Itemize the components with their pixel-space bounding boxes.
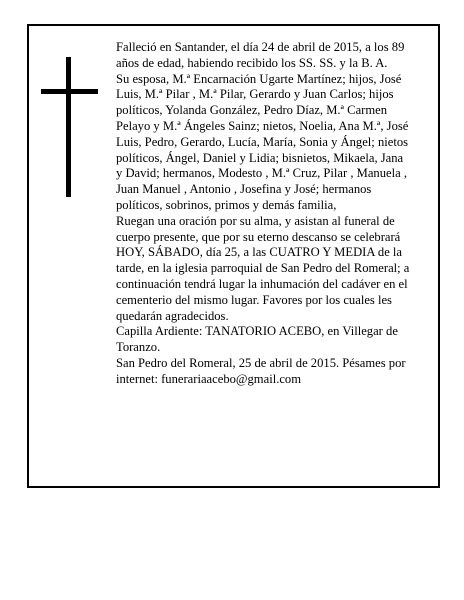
family-list: Su esposa, M.ª Encarnación Ugarte Martínez; hijos, José Luis, M.ª Pilar , M.ª Pilar, Gerardo y Juan Carlos; hijos políticos, Yolanda González, Pedro Díaz, M.ª Carmen Pelayo y M.ª Ángeles Sainz; nietos, Noelia, Ana M.ª, José Luis, Pedro, Gerardo, Lucía, María, Sonia y Ángel; nietos políticos, Ángel, Daniel y Lidia; bisnietos, Mikaela, Jana y David; hermanos, Modesto , M.ª Cruz, Pilar , Manuela , Juan Manuel , Antonio , Josefina y José; hermanos políticos, sobrinos, primos y demás familia,	[116, 71, 409, 212]
obituary-text	[116, 40, 412, 388]
place-date-contact: San Pedro del Romeral, 25 de abril de 2015. Pésames por internet: funerariaacebo@gmail.com	[116, 355, 406, 386]
cross-horizontal-bar	[41, 89, 98, 94]
death-announcement: Falleció en Santander, el día 24 de abril de 2015, a los 89 años de edad, habiendo recibido los SS. SS. y la B. A.	[116, 40, 405, 70]
cross-vertical-bar	[66, 57, 71, 197]
cross-icon	[41, 57, 98, 197]
funeral-chapel: Capilla Ardiente: TANATORIO ACEBO, en Villegar de Toranzo.	[116, 324, 398, 355]
obituary-notice	[27, 24, 440, 488]
funeral-request: Ruegan una oración por su alma, y asistan al funeral de cuerpo presente, que por su eterno descanso se celebrará HOY, SÁBADO, día 25, a las CUATRO Y MEDIA de la tarde, en la iglesia parroquial de San Pedro del Romeral; a continuación tendrá lugar la inhumación del cadáver en el cementerio del mismo lugar. Favores por los cuales les quedarán agradecidos.	[116, 213, 410, 323]
